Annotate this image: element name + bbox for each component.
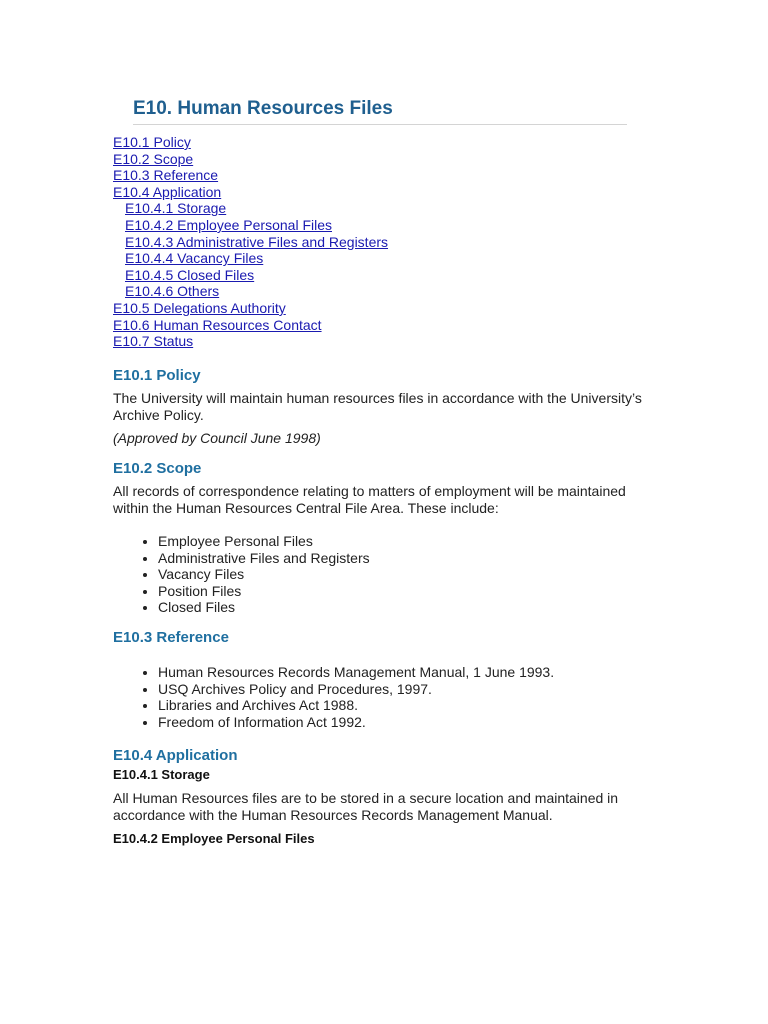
section-heading-reference: E10.3 Reference: [113, 628, 229, 646]
toc-link-closed-files[interactable]: E10.4.5 Closed Files: [125, 266, 255, 283]
reference-list: [113, 664, 653, 730]
document-body: [113, 366, 653, 848]
toc-item: [113, 134, 388, 151]
toc-link-status[interactable]: E10.7 Status: [113, 333, 194, 350]
subsection-heading-employee-personal-files: E10.4.2 Employee Personal Files: [113, 831, 315, 847]
toc-item: [113, 234, 388, 251]
scope-text: All records of correspondence relating to matters of employment will be maintained within the Human Resources Central File Area. These include:: [113, 483, 626, 516]
page-title: E10. Human Resources Files: [133, 98, 393, 119]
subsection-heading-storage: E10.4.1 Storage: [113, 767, 210, 783]
toc-link-others[interactable]: E10.4.6 Others: [125, 283, 220, 300]
toc-item: [113, 300, 388, 317]
list-item: • Administrative Files and Registers: [158, 550, 653, 567]
title-divider: [133, 124, 627, 125]
scope-list: [113, 533, 653, 616]
section-heading-scope: E10.2 Scope: [113, 460, 202, 477]
toc-link-hr-contact[interactable]: E10.6 Human Resources Contact: [113, 316, 322, 333]
list-item: • Closed Files: [158, 599, 653, 616]
toc-link-storage[interactable]: E10.4.1 Storage: [125, 200, 227, 217]
toc-item: [113, 167, 388, 184]
toc-link-employee-personal-files[interactable]: E10.4.2 Employee Personal Files: [125, 216, 332, 233]
toc-link-scope[interactable]: E10.2 Scope: [113, 150, 194, 167]
list-item: • Libraries and Archives Act 1988.: [158, 697, 653, 714]
toc-link-delegations-authority[interactable]: E10.5 Delegations Authority: [113, 299, 286, 316]
toc-item: [113, 283, 388, 300]
list-item: • USQ Archives Policy and Procedures, 1997.: [158, 681, 653, 698]
section-heading-application: E10.4 Application: [113, 747, 238, 765]
section-heading-policy: E10.1 Policy: [113, 367, 201, 384]
list-item: • Employee Personal Files: [158, 533, 653, 550]
storage-text: All Human Resources files are to be stored in a secure location and maintained in accordance with the Human Resources Records Management Manual.: [113, 790, 619, 824]
toc-link-policy[interactable]: E10.1 Policy: [113, 134, 191, 150]
list-item: • Freedom of Information Act 1992.: [158, 714, 653, 731]
toc-item: [113, 267, 388, 284]
toc-item: [113, 151, 388, 168]
toc-item: [113, 217, 388, 234]
list-item: • Vacancy Files: [158, 566, 653, 583]
section-application: [113, 746, 653, 848]
list-item: • Position Files: [158, 583, 653, 600]
toc-item: [113, 333, 388, 350]
policy-approval-note: (Approved by Council June 1998): [113, 430, 321, 446]
section-policy: [113, 366, 653, 447]
list-item: • Human Resources Records Management Manual, 1 June 1993.: [158, 664, 653, 681]
toc-link-administrative-files[interactable]: E10.4.3 Administrative Files and Registers: [125, 233, 389, 250]
toc-link-vacancy-files[interactable]: E10.4.4 Vacancy Files: [125, 250, 264, 267]
toc-link-application[interactable]: E10.4 Application: [113, 183, 222, 200]
toc-item: [113, 317, 388, 334]
section-scope: [113, 459, 653, 616]
table-of-contents: [113, 134, 388, 350]
policy-text: The University will maintain human resources files in accordance with the University’s Archive Policy.: [113, 390, 642, 423]
toc-item: [113, 250, 388, 267]
toc-item: [113, 200, 388, 217]
section-reference: [113, 628, 653, 730]
toc-item: [113, 184, 388, 201]
toc-link-reference[interactable]: E10.3 Reference: [113, 167, 219, 184]
